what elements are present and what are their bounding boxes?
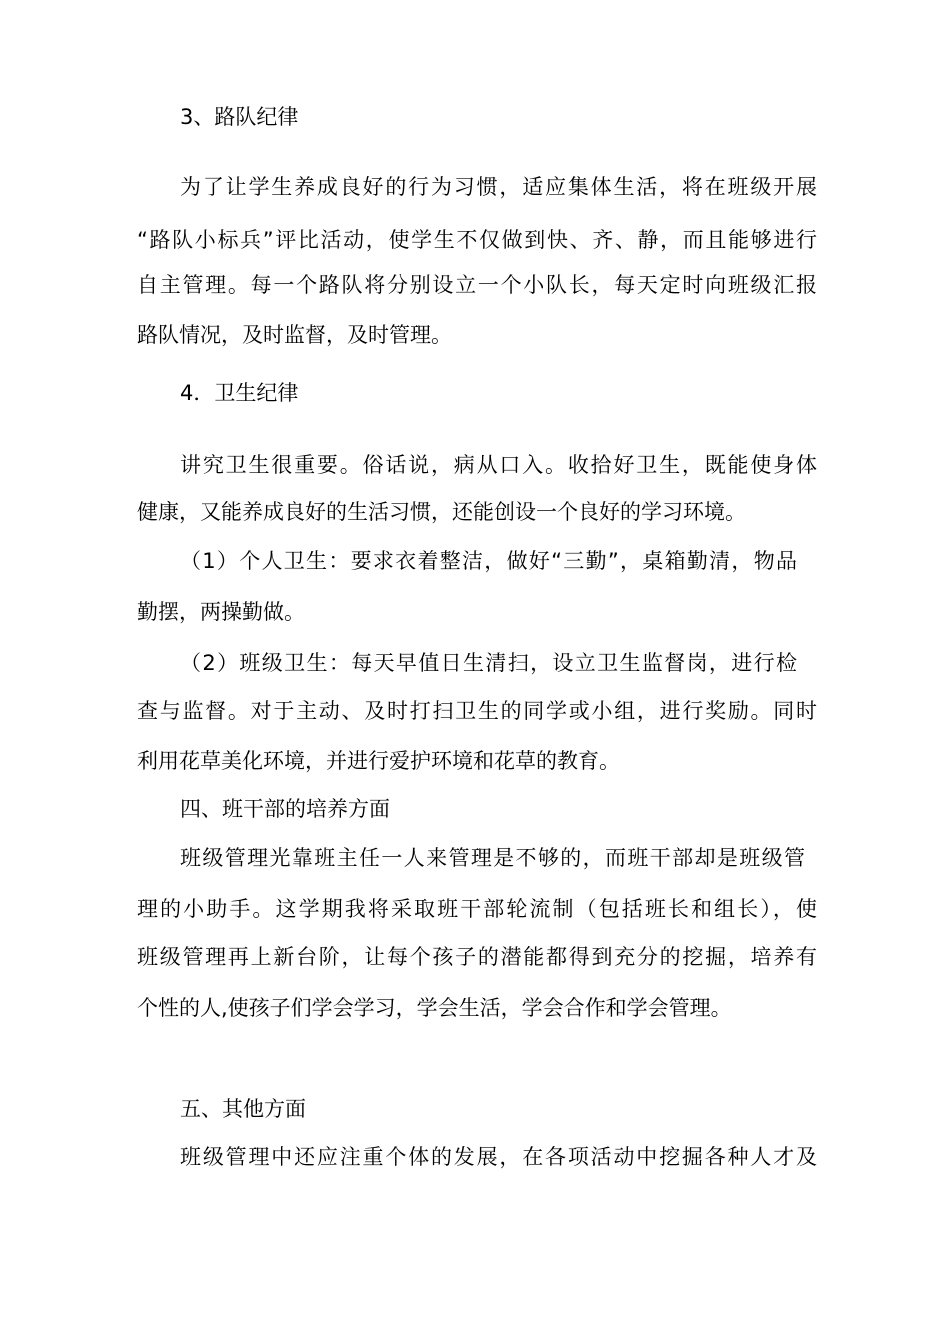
paragraph-line: 利用花草美化环境，并进行爱护环境和花草的教育。 <box>137 749 620 773</box>
paragraph-line: 自主管理。每一个路队将分别设立一个小队长，每天定时向班级汇报 <box>137 273 817 297</box>
paragraph-line: 理的小助手。这学期我将采取班干部轮流制（包括班长和组长），使 <box>137 897 817 921</box>
section-heading-class-leaders: 四、班干部的培养方面 <box>180 797 390 821</box>
paragraph-line: 查与监督。对于主动、及时打扫卫生的同学或小组，进行奖励。同时 <box>137 699 817 723</box>
paragraph-line: （1）个人卫生：要求衣着整洁，做好“三勤”，桌箱勤清，物品 <box>180 549 797 573</box>
paragraph-line: “路队小标兵”评比活动，使学生不仅做到快、齐、静，而且能够进行 <box>137 228 817 252</box>
paragraph-line: 讲究卫生很重要。俗话说，病从口入。收拾好卫生，既能使身体 <box>180 453 817 477</box>
section-heading-hygiene-discipline: 4．卫生纪律 <box>180 381 299 405</box>
paragraph-line: 路队情况，及时监督，及时管理。 <box>137 323 452 347</box>
paragraph-line: 班级管理光靠班主任一人来管理是不够的，而班干部却是班级管 <box>180 846 805 870</box>
paragraph-line: 为了让学生养成良好的行为习惯，适应集体生活，将在班级开展 <box>180 175 817 199</box>
paragraph-line: 班级管理再上新台阶，让每个孩子的潜能都得到充分的挖掘，培养有 <box>137 945 817 969</box>
paragraph-line: 班级管理中还应注重个体的发展，在各项活动中挖掘各种人才及 <box>180 1145 817 1169</box>
paragraph-line: 勤摆，两操勤做。 <box>137 600 305 624</box>
paragraph-line: 个性的人,使孩子们学会学习，学会生活，学会合作和学会管理。 <box>137 996 732 1020</box>
paragraph-line: 健康，又能养成良好的生活习惯，还能创设一个良好的学习环境。 <box>137 500 746 524</box>
section-heading-other-aspects: 五、其他方面 <box>180 1097 306 1121</box>
paragraph-line: （2）班级卫生：每天早值日生清扫，设立卫生监督岗，进行检 <box>180 651 797 675</box>
section-heading-route-discipline: 3、路队纪律 <box>180 105 299 129</box>
